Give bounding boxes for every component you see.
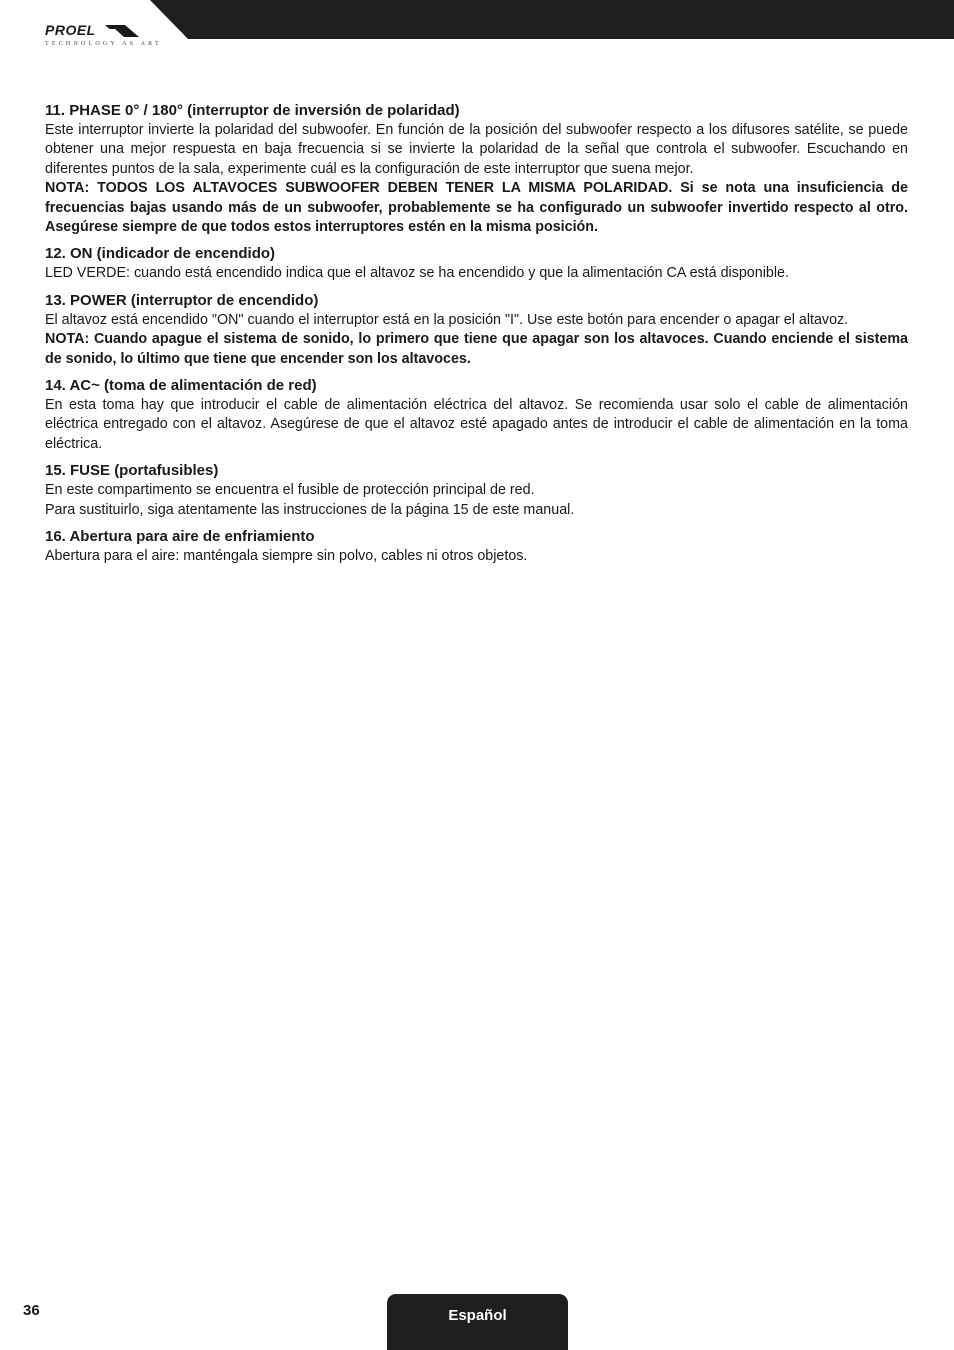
- section-heading: 15. FUSE (portafusibles): [45, 462, 219, 480]
- section-paragraph: Abertura para el aire: manténgala siempre sin polvo, cables ni otros objetos.: [45, 548, 528, 565]
- section-heading: 14. AC~ (toma de alimentación de red): [45, 377, 317, 395]
- language-tab: Español: [387, 1294, 568, 1350]
- section-heading: 16. Abertura para aire de enfriamiento: [45, 528, 315, 546]
- section-note: NOTA: TODOS LOS ALTAVOCES SUBWOOFER DEBEN TENER LA MISMA POLARIDAD. Si se nota una insuficiencia de frecuencias bajas usando más de un subwoofer, probablemente se ha configurado un subwoofer invertido respecto al otro. Asegúrese siempre de que todos estos interruptores estén en la misma posición.: [45, 180, 908, 236]
- section-heading: 11. PHASE 0° / 180° (interruptor de inversión de polaridad): [45, 102, 460, 119]
- section-paragraph: Para sustituirlo, siga atentamente las instrucciones de la página 15 de este manual.: [45, 501, 575, 518]
- section-paragraph: Este interruptor invierte la polaridad del subwoofer. En función de la posición del subwoofer respecto a los difusores satélite, se puede obtener una mejor respuesta en baja frecuencia si se invierte la polaridad de la señal que controla el subwoofer. Escuchando en diferentes puntos de la sala, experimente cuál es la configuración de este interruptor que suena mejor.: [45, 122, 908, 177]
- brand-tagline: TECHNOLOGY AS ART: [45, 41, 162, 47]
- section-paragraph: En este compartimento se encuentra el fusible de protección principal de red.: [45, 482, 535, 499]
- section-paragraph: El altavoz está encendido "ON" cuando el interruptor está en la posición "I". Use este botón para encender o apagar el altavoz.: [45, 311, 849, 328]
- section: [45, 244, 908, 283]
- section: [45, 291, 908, 369]
- logo-wedge-icon: [105, 25, 141, 37]
- manual-content: [45, 101, 908, 574]
- section-heading: 13. POWER (interruptor de encendido): [45, 291, 319, 309]
- section-heading: 12. ON (indicador de encendido): [45, 245, 276, 263]
- section-note: NOTA: Cuando apague el sistema de sonido, lo primero que tiene que apagar son los altavoces. Cuando enciende el sistema de sonido, lo último que tiene que encender son los altavoces.: [45, 331, 908, 367]
- header-bar: [0, 0, 954, 40]
- page-number: 36: [23, 1302, 40, 1319]
- section: [45, 101, 908, 237]
- section-paragraph: LED VERDE: cuando está encendido indica que el altavoz se ha encendido y que la alimentación CA está disponible.: [45, 265, 789, 282]
- section: [45, 461, 908, 520]
- section: [45, 376, 908, 454]
- brand-name: PROEL: [45, 22, 96, 38]
- section: [45, 527, 908, 566]
- section-paragraph: En esta toma hay que introducir el cable de alimentación eléctrica del altavoz. Se recomienda usar solo el cable de alimentación eléctrica entregado con el altavoz. Asegúrese de que el altavoz esté apagado antes de introducir el cable de alimentación en la toma eléctrica.: [45, 397, 908, 452]
